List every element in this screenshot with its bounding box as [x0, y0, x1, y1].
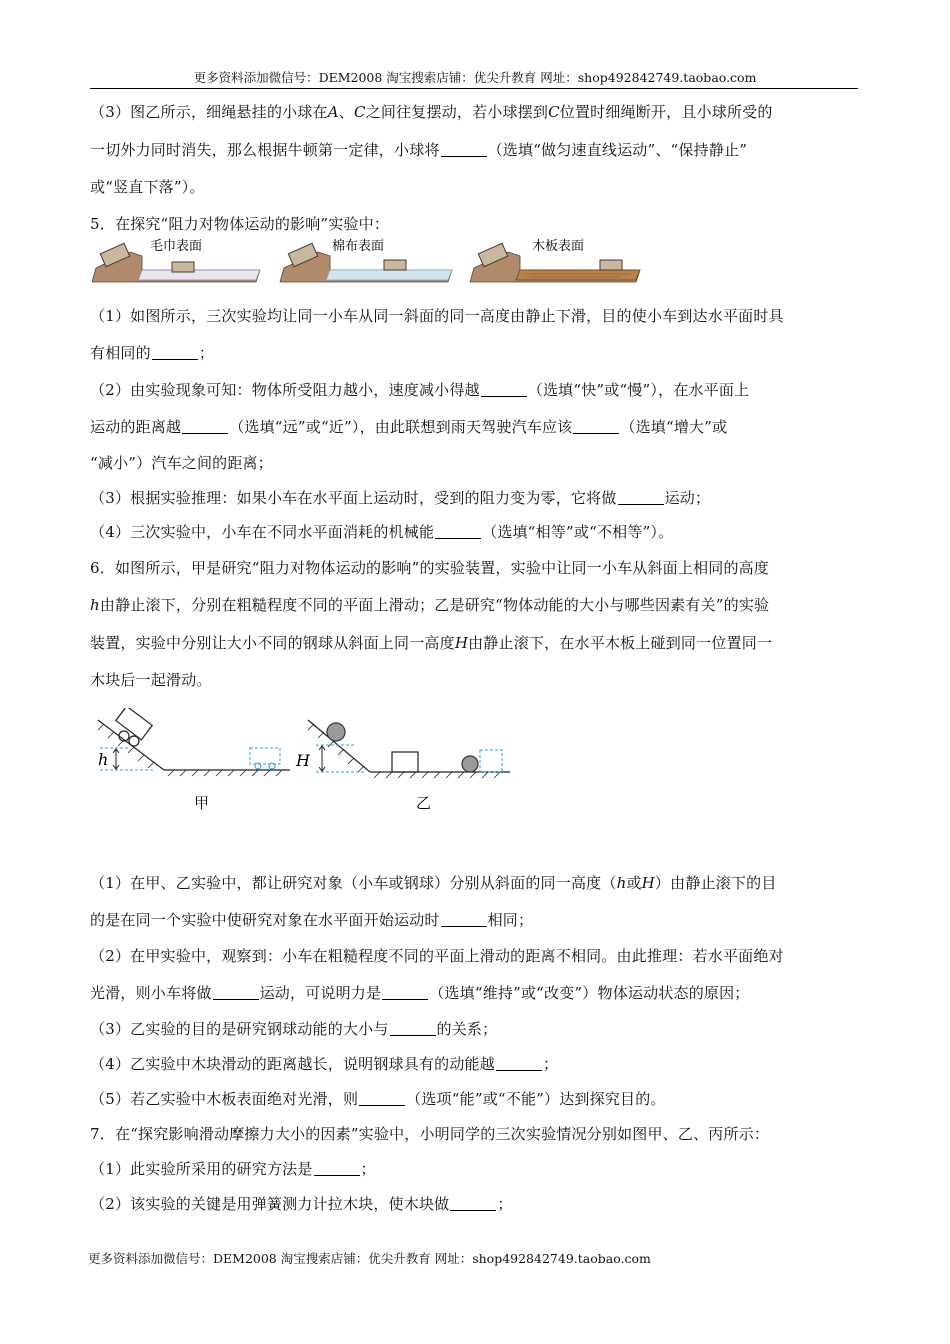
answer-blank: [390, 1021, 436, 1036]
answer-blank: [450, 1196, 496, 1211]
q6-figure: [94, 708, 524, 818]
answer-blank: [182, 419, 228, 434]
answer-blank: [441, 142, 487, 157]
cart-outline-icon: [250, 748, 280, 764]
q6-line-4: 木块后一起滑动。: [90, 671, 212, 689]
steel-ball-icon: [327, 723, 345, 741]
figure-jia: [98, 708, 290, 776]
q4-line-1: （3）图乙所示，细绳悬挂的小球在A、C之间往复摆动，若小球摆到C位置时细绳断开，且小球所受的: [90, 103, 773, 121]
wood-block-icon: [392, 752, 418, 772]
answer-blank: [441, 912, 487, 927]
cart-icon: [600, 260, 622, 270]
answer-blank: [213, 985, 259, 1000]
answer-blank: [152, 345, 198, 360]
answer-blank: [573, 419, 619, 434]
cart-icon: [116, 708, 152, 740]
q6-part1-line1: （1）在甲、乙实验中，都让研究对象（小车或钢球）分别从斜面的同一高度（h或H）由静止滚下的目: [90, 874, 777, 892]
cotton-surface-panel: [280, 238, 452, 282]
q6-part4: （4）乙实验中木块滑动的距离越长，说明钢球具有的动能越 ；: [90, 1055, 559, 1073]
wood-label: 木板表面: [532, 239, 585, 254]
q5-part2-line2: 运动的距离越 （选填“远”或“近”），由此联想到雨天驾驶汽车应该 （选填“增大”或: [90, 418, 728, 436]
caption-jia: 甲: [194, 794, 210, 812]
q7-title: 7．在“探究影响滑动摩擦力大小的因素”实验中，小明同学的三次实验情况分别如图甲、乙、丙所示：: [90, 1125, 770, 1143]
q5-part2-line3: “减小”）汽车之间的距离；: [90, 454, 273, 472]
answer-blank: [496, 1056, 542, 1071]
answer-blank: [314, 1161, 360, 1176]
q6-part2-line2: 光滑，则小车将做 运动，可说明力是 （选填“维持”或“改变”）物体运动状态的原因；: [90, 984, 750, 1002]
caption-yi: 乙: [416, 794, 432, 812]
answer-blank: [359, 1091, 405, 1106]
q4-line-3: 或“竖直下落”）。: [90, 178, 205, 196]
header-rule: [90, 88, 858, 89]
label-H: H: [296, 751, 310, 770]
page-footer: 更多资料添加微信号：DEM2008 淘宝搜索店铺：优尖升教育 网址：shop492842749.taobao.com: [88, 1251, 651, 1266]
wood-surface-panel: [470, 238, 640, 282]
wheel-icon: [129, 736, 139, 746]
q7-part1: （1）此实验所采用的研究方法是 ；: [90, 1160, 376, 1178]
q5-part2-line1: （2）由实验现象可知：物体所受阻力越小，速度减小得越 （选填“快”或“慢”），在水平面上: [90, 381, 750, 399]
cotton-label: 棉布表面: [332, 239, 385, 254]
answer-blank: [382, 985, 428, 1000]
q6-part3: （3）乙实验的目的是研究钢球动能的大小与 的关系；: [90, 1020, 498, 1038]
cart-icon: [384, 260, 406, 270]
block-outline-icon: [480, 750, 502, 772]
q6-part1-line2: 的是在同一个实验中使研究对象在水平面开始运动时 相同；: [90, 911, 534, 929]
label-h: h: [98, 750, 109, 769]
q4-line-2: 一切外力同时消失，那么根据牛顿第一定律，小球将 （选填“做匀速直线运动”、“保持静止”: [90, 141, 748, 159]
figure-yi: [308, 720, 510, 778]
page-header: 更多资料添加微信号：DEM2008 淘宝搜索店铺：优尖升教育 网址：shop492842749.taobao.com: [193, 70, 757, 85]
q5-title: 5．在探究“阻力对物体运动的影响”实验中：: [90, 215, 390, 233]
answer-blank: [435, 524, 481, 539]
q5-part3: （3）根据实验推理：如果小车在水平面上运动时，受到的阻力变为零，它将做 运动；: [90, 489, 711, 507]
cart-icon: [172, 262, 194, 272]
answer-blank: [481, 382, 527, 397]
q5-part1-line2: 有相同的 ；: [90, 344, 215, 362]
answer-blank: [618, 490, 664, 505]
q6-line-1: 6．如图所示，甲是研究“阻力对物体运动的影响”的实验装置，实验中让同一小车从斜面上相同的高度: [90, 559, 770, 577]
q5-surfaces-figure: [92, 236, 642, 292]
steel-ball-icon: [462, 756, 478, 772]
q6-part2-line1: （2）在甲实验中，观察到：小车在粗糙程度不同的平面上滑动的距离不相同。由此推理：若水平面绝对: [90, 947, 784, 965]
q5-part1-line1: （1）如图所示，三次实验均让同一小车从同一斜面的同一高度由静止下滑，目的使小车到达水平面时具: [90, 307, 784, 325]
q6-line-2: h由静止滚下，分别在粗糙程度不同的平面上滑动；乙是研究“物体动能的大小与哪些因素有关”的实验: [90, 596, 770, 614]
towel-label: 毛巾表面: [150, 239, 203, 254]
q7-part2: （2）该实验的关键是用弹簧测力计拉木块，使木块做 ；: [90, 1195, 513, 1213]
q6-line-3: 装置，实验中分别让大小不同的钢球从斜面上同一高度H由静止滚下，在水平木板上碰到同一位置同一: [90, 634, 773, 652]
towel-surface-panel: [92, 238, 260, 282]
q6-part5: （5）若乙实验中木板表面绝对光滑，则 （选项“能”或“不能”）达到探究目的。: [90, 1090, 666, 1108]
q5-part4: （4）三次实验中，小车在不同水平面消耗的机械能 （选填“相等”或“不相等”）。: [90, 523, 674, 541]
